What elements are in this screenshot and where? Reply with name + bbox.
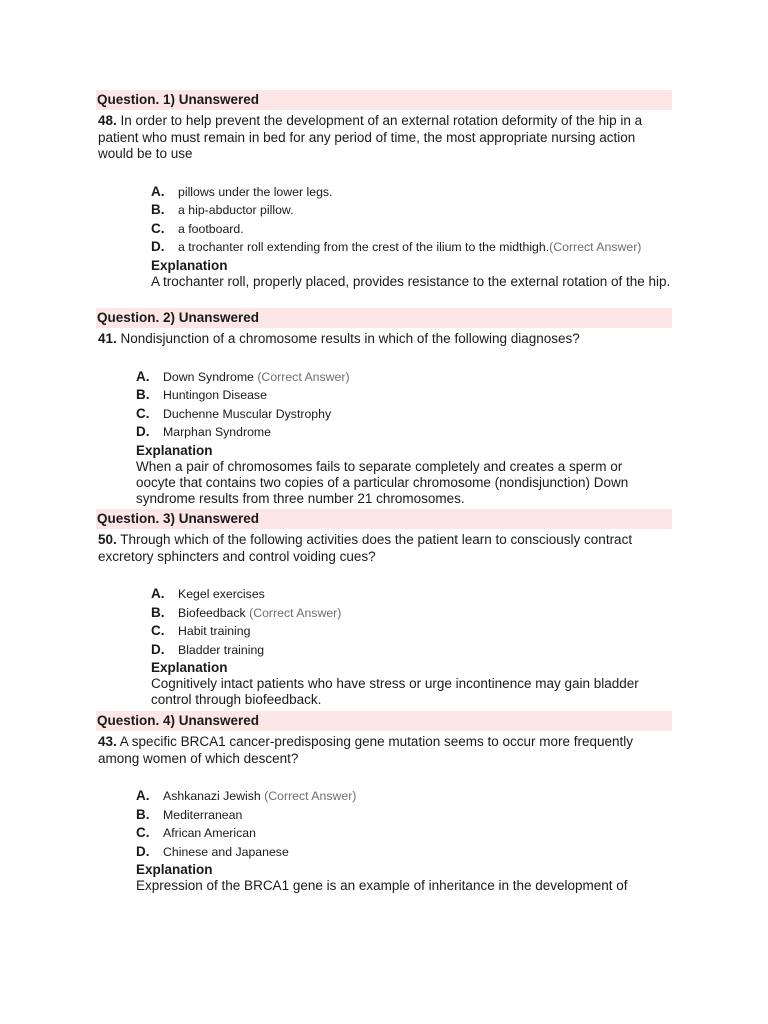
question-number: 43. bbox=[98, 734, 117, 749]
option-text: Kegel exercises bbox=[178, 587, 265, 601]
option-letter: C. bbox=[151, 220, 165, 236]
correct-answer-label: (Correct Answer) bbox=[549, 240, 642, 255]
option-text: Biofeedback bbox=[178, 605, 250, 620]
option-c[interactable] bbox=[136, 824, 672, 843]
question-number: 48. bbox=[98, 113, 117, 128]
option-letter: D. bbox=[151, 641, 165, 657]
option-letter: B. bbox=[151, 604, 165, 620]
question-number: 41. bbox=[98, 331, 117, 346]
explanation-text: Cognitively intact patients who have stress or urge incontinence may gain bladder control through biofeedback. bbox=[151, 676, 639, 708]
option-text: a hip-abductor pillow. bbox=[178, 203, 294, 218]
question-header: Question. 2) Unanswered bbox=[96, 308, 672, 328]
question-text: A specific BRCA1 cancer-predisposing gene mutation seems to occur more frequently among women of which descent? bbox=[98, 734, 634, 766]
option-text: African American bbox=[163, 826, 256, 841]
option-b[interactable] bbox=[136, 806, 672, 825]
question-stem bbox=[96, 532, 672, 565]
option-c[interactable] bbox=[136, 405, 672, 424]
question-header: Question. 3) Unanswered bbox=[96, 509, 672, 529]
option-b[interactable] bbox=[151, 604, 672, 623]
question-text: In order to help prevent the development of an external rotation deformity of the hip in a patient who must remain in bed for any period of time, the most appropriate nursing action would be to use bbox=[98, 113, 643, 161]
correct-answer-label: (Correct Answer) bbox=[264, 789, 357, 803]
explanation-text: When a pair of chromosomes fails to separate completely and creates a sperm or oocyte that contains two copies of a particular chromosome (nondisjunction) Down syndrome results from three number 21 chromosomes. bbox=[136, 458, 629, 506]
question-text: Through which of the following activities does the patient learn to consciously contract excretory sphincters and control voiding cues? bbox=[98, 532, 633, 564]
option-text: Chinese and Japanese bbox=[163, 844, 289, 859]
option-text: Bladder training bbox=[178, 642, 265, 657]
option-a[interactable] bbox=[136, 368, 672, 387]
question-header: Question. 4) Unanswered bbox=[96, 711, 672, 731]
option-letter: D. bbox=[136, 424, 150, 440]
option-a[interactable] bbox=[136, 787, 672, 806]
correct-answer-label: (Correct Answer) bbox=[257, 369, 350, 384]
option-d[interactable] bbox=[151, 238, 672, 257]
explanation-title: Explanation bbox=[151, 660, 228, 676]
option-text: pillows under the lower legs. bbox=[178, 184, 333, 199]
question-stem bbox=[96, 734, 672, 767]
option-text: Duchenne Muscular Dystrophy bbox=[163, 406, 332, 421]
question-block-3 bbox=[96, 509, 672, 708]
explanation-title: Explanation bbox=[136, 442, 213, 458]
option-text: Marphan Syndrome bbox=[163, 425, 271, 440]
options-list bbox=[136, 787, 672, 861]
question-block-1 bbox=[96, 90, 672, 290]
option-text: Ashkanazi Jewish bbox=[163, 789, 265, 803]
option-letter: B. bbox=[151, 202, 165, 218]
question-stem bbox=[96, 113, 672, 163]
option-c[interactable] bbox=[151, 622, 672, 641]
explanation-text: Expression of the BRCA1 gene is an example of inheritance in the development of bbox=[136, 878, 628, 894]
question-block-2 bbox=[96, 308, 672, 507]
option-d[interactable] bbox=[136, 843, 672, 862]
option-text: a trochanter roll extending from the crest of the ilium to the midthigh. bbox=[178, 240, 550, 255]
option-a[interactable] bbox=[151, 585, 672, 604]
option-letter: C. bbox=[136, 405, 150, 421]
option-text: Habit training bbox=[178, 624, 251, 639]
option-text: a footboard. bbox=[178, 221, 244, 236]
option-letter: B. bbox=[136, 387, 150, 403]
option-b[interactable] bbox=[151, 201, 672, 220]
option-d[interactable] bbox=[136, 423, 672, 442]
option-letter: C. bbox=[136, 825, 150, 841]
option-d[interactable] bbox=[151, 641, 672, 660]
explanation-text: A trochanter roll, properly placed, provides resistance to the external rotation of the hip. bbox=[151, 273, 671, 289]
option-text: Huntingon Disease bbox=[163, 388, 267, 403]
option-letter: A. bbox=[151, 586, 165, 601]
option-c[interactable] bbox=[151, 220, 672, 239]
option-b[interactable] bbox=[136, 386, 672, 405]
explanation-title: Explanation bbox=[136, 862, 213, 878]
question-text: Nondisjunction of a chromosome results in which of the following diagnoses? bbox=[116, 331, 580, 346]
option-letter: D. bbox=[151, 239, 165, 255]
option-text: Down Syndrome bbox=[163, 369, 258, 384]
question-block-4 bbox=[96, 711, 672, 894]
options-list bbox=[151, 183, 672, 257]
option-letter: C. bbox=[151, 623, 165, 639]
question-header: Question. 1) Unanswered bbox=[96, 90, 672, 110]
option-letter: A. bbox=[136, 368, 150, 384]
options-list bbox=[136, 368, 672, 442]
question-stem bbox=[96, 331, 672, 348]
question-number: 50. bbox=[98, 532, 117, 547]
option-text: Mediterranean bbox=[163, 807, 243, 822]
options-list bbox=[151, 585, 672, 659]
correct-answer-label: (Correct Answer) bbox=[249, 605, 342, 620]
option-a[interactable] bbox=[151, 183, 672, 202]
explanation-title: Explanation bbox=[151, 257, 228, 273]
option-letter: A. bbox=[136, 788, 150, 803]
option-letter: D. bbox=[136, 843, 150, 859]
option-letter: B. bbox=[136, 806, 150, 822]
option-letter: A. bbox=[151, 183, 165, 199]
